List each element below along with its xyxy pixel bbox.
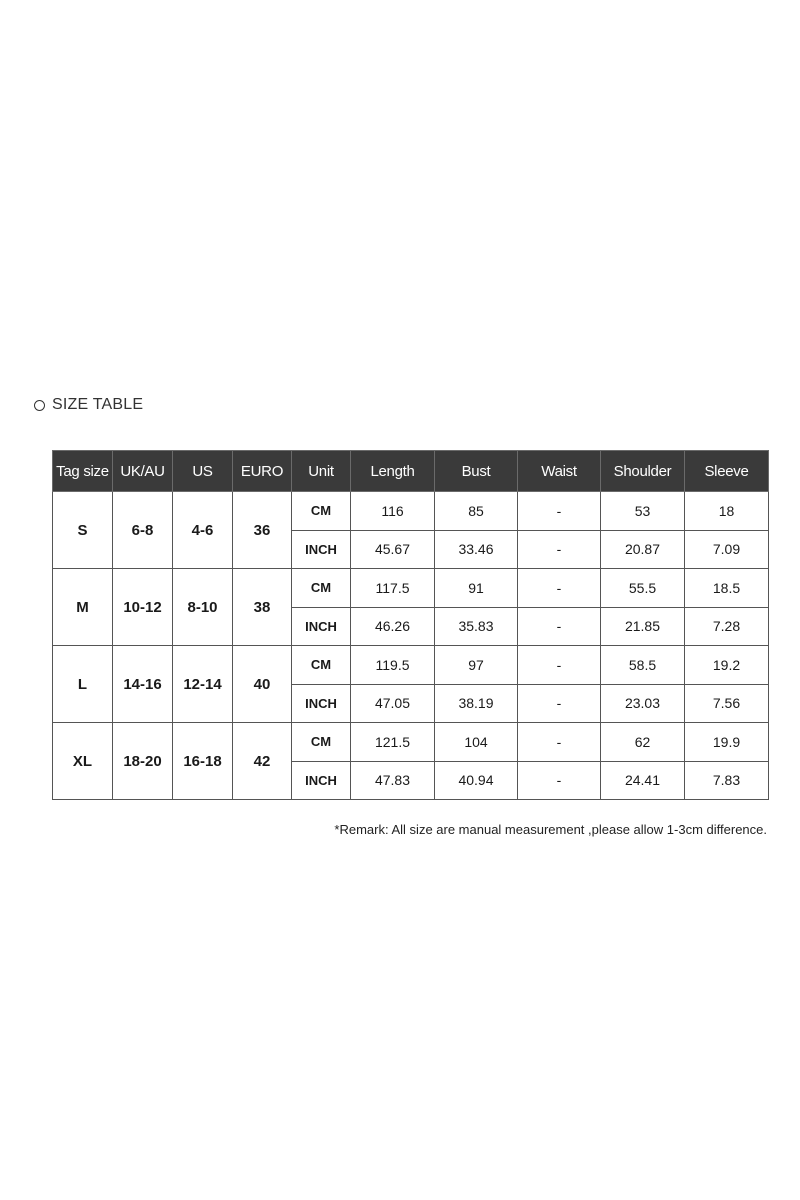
sleeve-cell: 7.28 — [685, 607, 769, 646]
column-header: Sleeve — [685, 451, 769, 492]
bust-cell: 97 — [435, 646, 518, 685]
column-header: Tag size — [53, 451, 113, 492]
shoulder-cell: 20.87 — [601, 530, 685, 569]
bust-cell: 91 — [435, 569, 518, 608]
tag-size-cell: S — [53, 492, 113, 569]
tag-size-cell: XL — [53, 723, 113, 800]
length-cell: 47.05 — [351, 684, 435, 723]
waist-cell: - — [518, 530, 601, 569]
length-cell: 117.5 — [351, 569, 435, 608]
column-header: UK/AU — [113, 451, 173, 492]
circle-outline-icon — [34, 400, 45, 411]
column-header: EURO — [233, 451, 292, 492]
length-cell: 45.67 — [351, 530, 435, 569]
euro-cell: 40 — [233, 646, 292, 723]
bust-cell: 33.46 — [435, 530, 518, 569]
uk-au-cell: 6-8 — [113, 492, 173, 569]
remark-text: *Remark: All size are manual measurement ,please allow 1-3cm difference. — [334, 822, 767, 837]
size-table — [52, 450, 769, 800]
length-cell: 119.5 — [351, 646, 435, 685]
column-header: Shoulder — [601, 451, 685, 492]
sleeve-cell: 19.2 — [685, 646, 769, 685]
unit-cell: CM — [292, 569, 351, 608]
length-cell: 47.83 — [351, 761, 435, 800]
column-header: Bust — [435, 451, 518, 492]
shoulder-cell: 58.5 — [601, 646, 685, 685]
bust-cell: 40.94 — [435, 761, 518, 800]
waist-cell: - — [518, 684, 601, 723]
uk-au-cell: 18-20 — [113, 723, 173, 800]
unit-cell: CM — [292, 492, 351, 531]
sleeve-cell: 18 — [685, 492, 769, 531]
unit-cell: INCH — [292, 607, 351, 646]
unit-cell: INCH — [292, 761, 351, 800]
waist-cell: - — [518, 761, 601, 800]
unit-cell: INCH — [292, 530, 351, 569]
sleeve-cell: 19.9 — [685, 723, 769, 762]
waist-cell: - — [518, 646, 601, 685]
section-title: SIZE TABLE — [52, 396, 144, 413]
table-row — [53, 646, 769, 685]
shoulder-cell: 55.5 — [601, 569, 685, 608]
column-header: Unit — [292, 451, 351, 492]
tag-size-cell: L — [53, 646, 113, 723]
unit-cell: CM — [292, 723, 351, 762]
table-row — [53, 492, 769, 531]
shoulder-cell: 53 — [601, 492, 685, 531]
bust-cell: 35.83 — [435, 607, 518, 646]
table-header-row — [53, 451, 769, 492]
section-heading — [34, 395, 143, 415]
shoulder-cell: 23.03 — [601, 684, 685, 723]
us-cell: 12-14 — [173, 646, 233, 723]
length-cell: 121.5 — [351, 723, 435, 762]
unit-cell: CM — [292, 646, 351, 685]
table-row — [53, 723, 769, 762]
length-cell: 116 — [351, 492, 435, 531]
sleeve-cell: 18.5 — [685, 569, 769, 608]
shoulder-cell: 24.41 — [601, 761, 685, 800]
unit-cell: INCH — [292, 684, 351, 723]
length-cell: 46.26 — [351, 607, 435, 646]
waist-cell: - — [518, 607, 601, 646]
waist-cell: - — [518, 492, 601, 531]
euro-cell: 36 — [233, 492, 292, 569]
shoulder-cell: 62 — [601, 723, 685, 762]
sleeve-cell: 7.56 — [685, 684, 769, 723]
column-header: US — [173, 451, 233, 492]
uk-au-cell: 14-16 — [113, 646, 173, 723]
waist-cell: - — [518, 723, 601, 762]
bust-cell: 38.19 — [435, 684, 518, 723]
column-header: Length — [351, 451, 435, 492]
sleeve-cell: 7.09 — [685, 530, 769, 569]
us-cell: 4-6 — [173, 492, 233, 569]
bust-cell: 104 — [435, 723, 518, 762]
table-row — [53, 569, 769, 608]
us-cell: 8-10 — [173, 569, 233, 646]
uk-au-cell: 10-12 — [113, 569, 173, 646]
shoulder-cell: 21.85 — [601, 607, 685, 646]
waist-cell: - — [518, 569, 601, 608]
euro-cell: 42 — [233, 723, 292, 800]
euro-cell: 38 — [233, 569, 292, 646]
us-cell: 16-18 — [173, 723, 233, 800]
tag-size-cell: M — [53, 569, 113, 646]
bust-cell: 85 — [435, 492, 518, 531]
sleeve-cell: 7.83 — [685, 761, 769, 800]
column-header: Waist — [518, 451, 601, 492]
